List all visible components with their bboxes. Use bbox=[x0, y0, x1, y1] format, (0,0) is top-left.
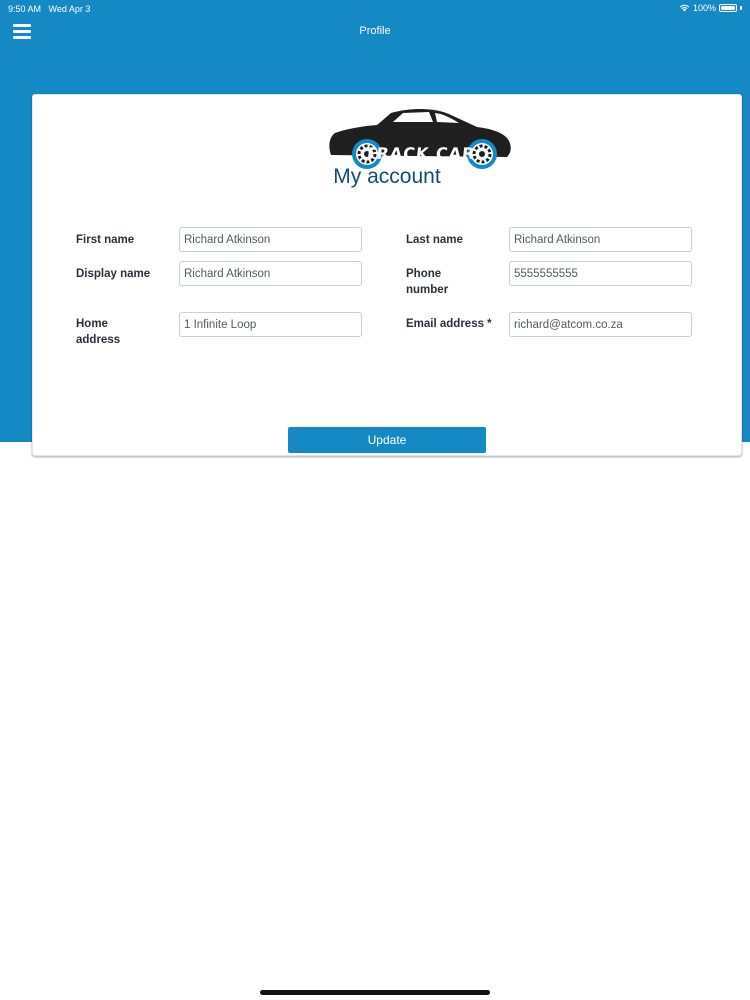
status-time-value: 9:50 AM bbox=[8, 4, 42, 14]
home-address-label: Home address bbox=[76, 318, 121, 346]
email-address-label: Email address * bbox=[406, 318, 492, 330]
account-card bbox=[32, 94, 742, 456]
battery-tip bbox=[740, 6, 742, 10]
home-address-input[interactable] bbox=[179, 312, 362, 337]
phone-number-input[interactable] bbox=[509, 261, 692, 286]
logo-text: TRACK CAR bbox=[363, 144, 477, 163]
battery-icon bbox=[719, 4, 737, 12]
update-button[interactable]: Update bbox=[288, 427, 486, 453]
display-name-input[interactable] bbox=[179, 261, 362, 286]
email-address-input[interactable] bbox=[509, 312, 692, 337]
battery-percent: 100% bbox=[692, 3, 716, 13]
home-indicator bbox=[260, 990, 490, 995]
status-date-value: Wed Apr 3 bbox=[48, 4, 91, 14]
content-background bbox=[0, 46, 750, 447]
nav-title: Profile bbox=[359, 25, 391, 37]
first-name-input[interactable] bbox=[179, 227, 362, 252]
display-name-label: Display name bbox=[76, 268, 151, 280]
first-name-label: First name bbox=[76, 234, 135, 246]
page-title: My account bbox=[333, 165, 441, 188]
phone-number-label: Phone number bbox=[406, 268, 449, 296]
status-right bbox=[679, 3, 742, 13]
last-name-input[interactable] bbox=[509, 227, 692, 252]
track-car-logo bbox=[325, 105, 515, 171]
last-name-label: Last name bbox=[406, 234, 463, 246]
nav-bar bbox=[0, 18, 750, 46]
status-bar bbox=[0, 0, 750, 18]
status-time bbox=[8, 4, 90, 14]
wifi-icon bbox=[679, 4, 690, 12]
